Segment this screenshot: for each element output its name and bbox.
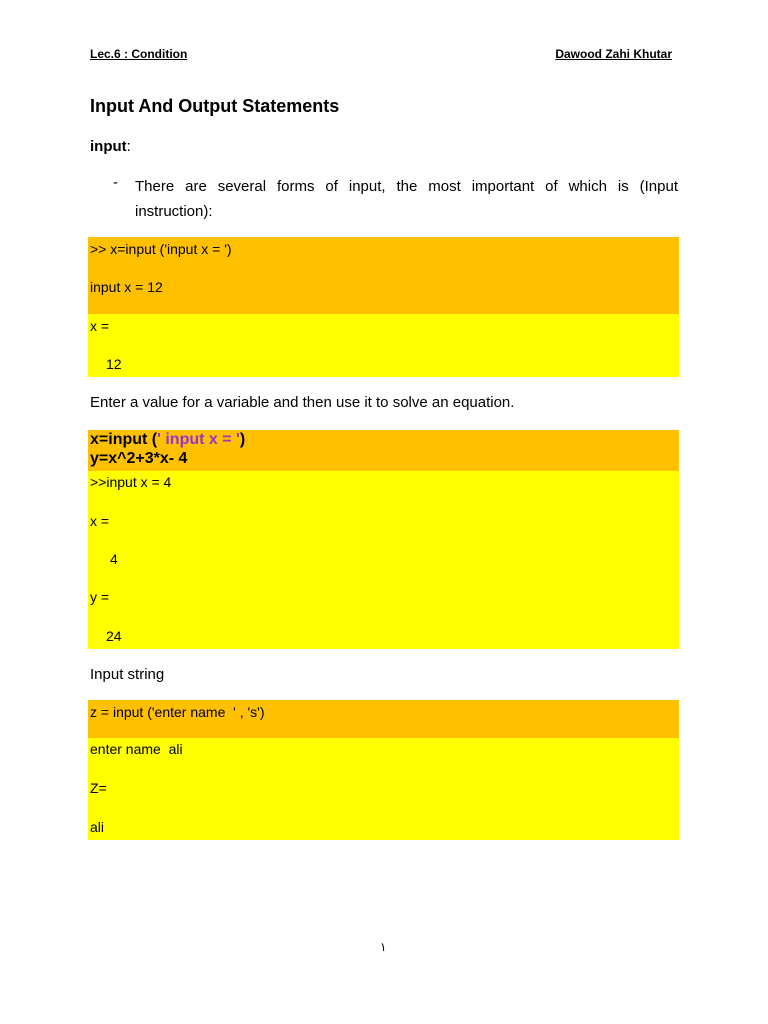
paragraph-equation: Enter a value for a variable and then use it to solve an equation.	[90, 394, 515, 411]
code-block-2-line-2: y=x^2+3*x- 4	[90, 450, 188, 467]
code-block-1-result-label: x =	[90, 318, 110, 334]
code-block-2-y-value: 24	[106, 628, 122, 644]
code-block-2-y-label: y =	[90, 589, 110, 605]
paragraph-input-string: Input string	[90, 666, 165, 683]
code-block-3-output	[88, 738, 679, 840]
code-block-2-line-1	[90, 431, 245, 449]
header-author: Dawood Zahi Khutar	[555, 47, 672, 61]
code-block-1-output	[88, 314, 679, 377]
section-label-input	[90, 138, 131, 155]
code-block-2-line-1-suffix: )	[239, 431, 246, 448]
code-block-3-prompt: enter name ali	[90, 741, 183, 757]
code-block-3-input	[88, 700, 679, 738]
code-block-1-prompt: input x = 12	[90, 279, 163, 295]
code-block-2-line-1-prefix: x=input (	[90, 431, 158, 448]
code-block-1-input	[88, 237, 679, 314]
code-block-1-command: >> x=input ('input x = ')	[90, 241, 232, 257]
code-block-2-input	[88, 430, 679, 471]
code-block-3-command: z = input ('enter name ' , 's')	[90, 704, 265, 720]
code-block-2-line-1-string: ' input x = '	[157, 431, 240, 448]
bullet-mark: -	[113, 174, 118, 191]
page-title: Input And Output Statements	[90, 96, 340, 116]
code-block-2-x-value: 4	[110, 551, 118, 567]
code-block-2-x-label: x =	[90, 513, 110, 529]
code-block-3-result-value: ali	[90, 819, 105, 835]
code-block-2-output	[88, 471, 679, 649]
bullet-text: There are several forms of input, the most important of which is (Input instruction):	[135, 178, 678, 220]
header-lecture-title: Lec.6 : Condition	[90, 47, 188, 61]
page-number: ١	[380, 940, 387, 954]
code-block-1-result-value: 12	[106, 356, 122, 372]
section-label-colon: :	[126, 138, 131, 155]
section-label-text: input	[90, 138, 127, 155]
code-block-3-result-label: Z=	[90, 780, 107, 796]
code-block-2-prompt: >>input x = 4	[90, 474, 172, 490]
